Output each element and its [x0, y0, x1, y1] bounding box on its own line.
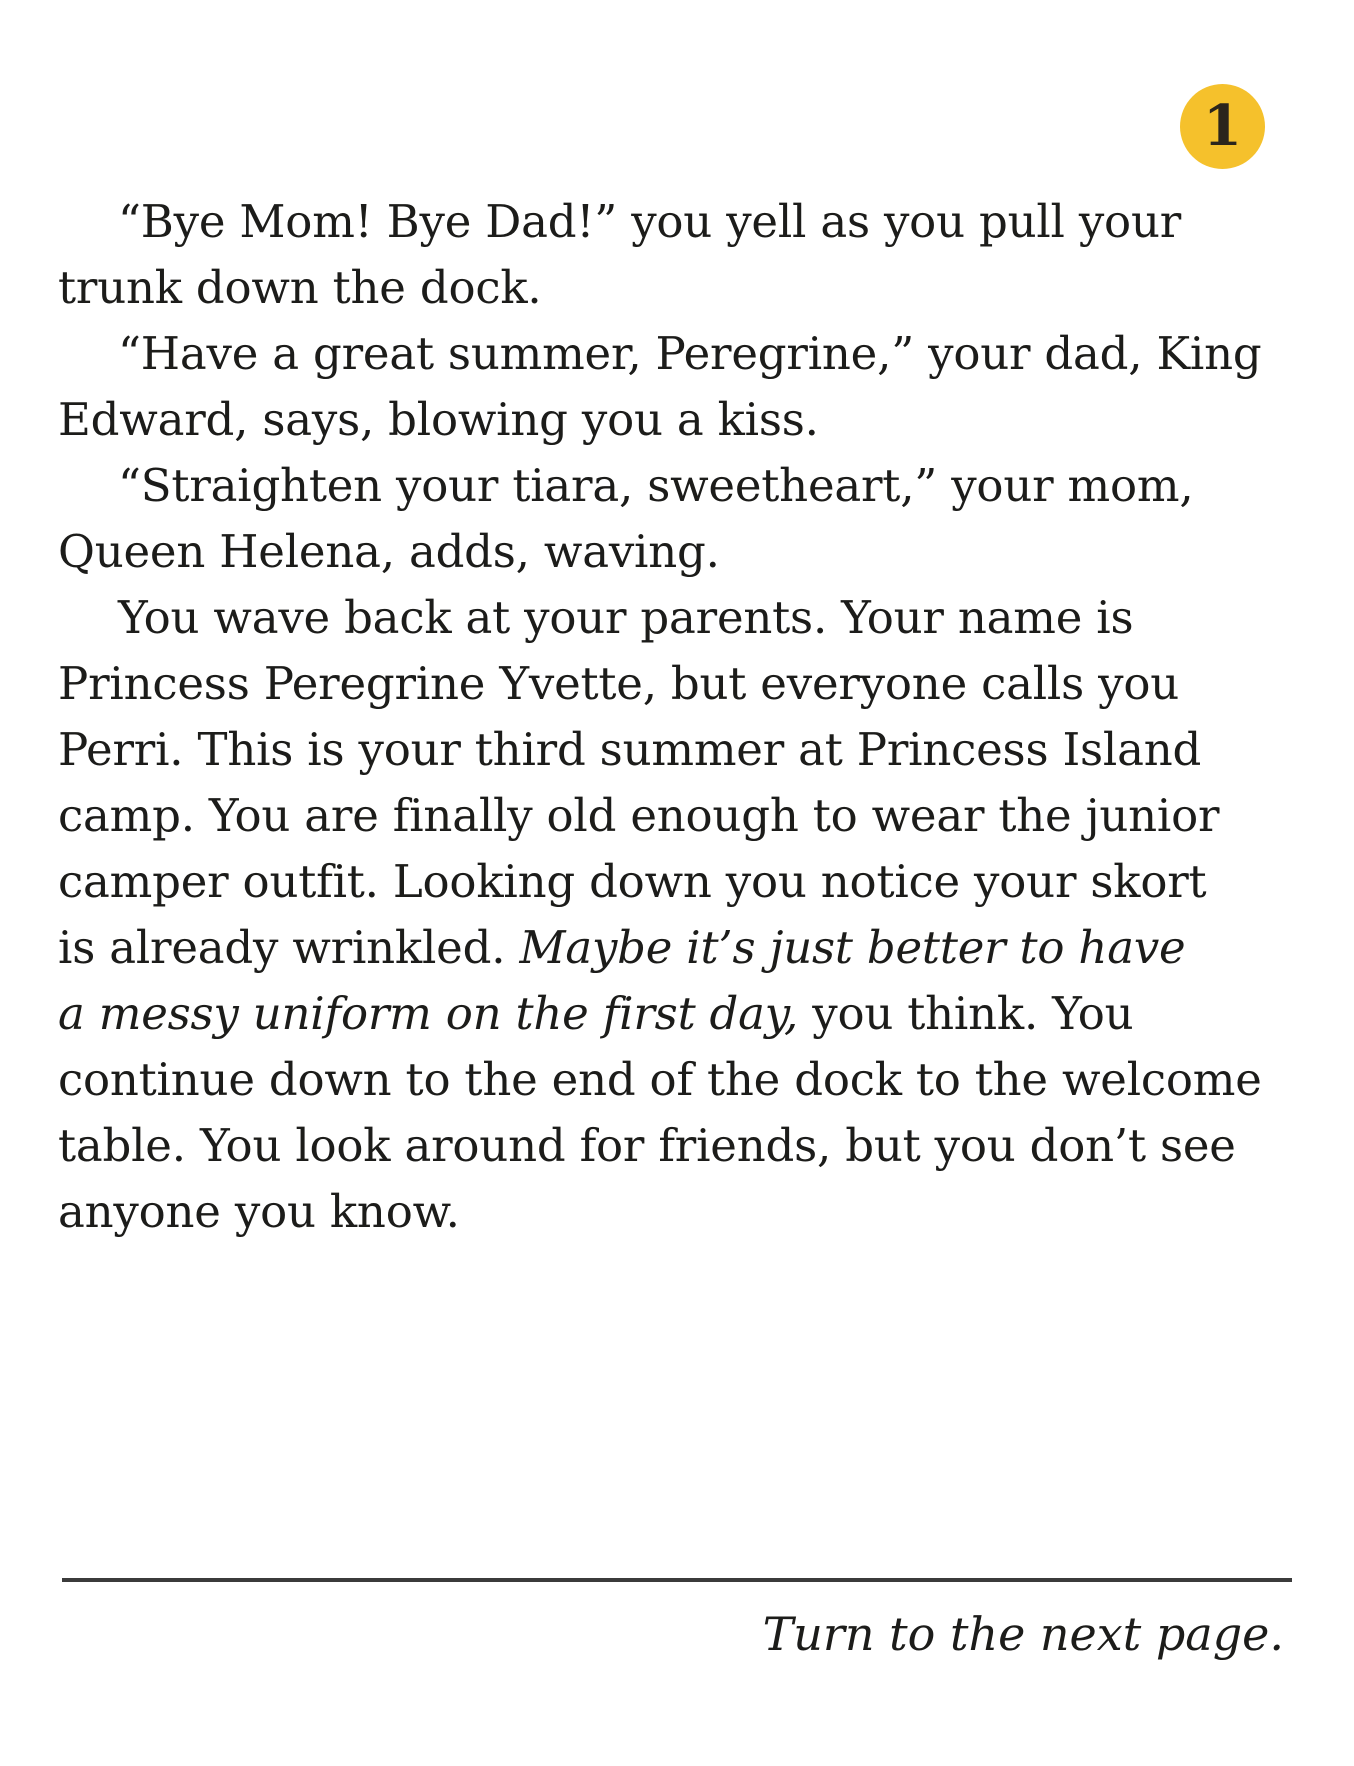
text-line: table. You look around for friends, but you don’t see [58, 1119, 1236, 1172]
text-line: “Straighten your tiara, sweetheart,” your mom, [118, 459, 1194, 512]
text-line: anyone you know. [58, 1185, 460, 1238]
paragraph [58, 321, 1308, 453]
paragraph [58, 189, 1308, 321]
text-line: Queen Helena, adds, waving. [58, 525, 720, 578]
paragraph [58, 453, 1308, 585]
page-number: 1 [1203, 92, 1242, 159]
page-number-badge [1180, 84, 1265, 169]
story-text [58, 189, 1308, 1245]
text-line: “Bye Mom! Bye Dad!” you yell as you pull your [118, 195, 1182, 248]
text-line: Princess Peregrine Yvette, but everyone calls you [58, 657, 1180, 710]
turn-page-instruction: Turn to the next page. [762, 1607, 1284, 1661]
text-line: Edward, says, blowing you a kiss. [58, 393, 819, 446]
paragraph [58, 585, 1308, 1245]
footer-divider [62, 1578, 1292, 1582]
text-line: a messy uniform on the first day, you think. You [58, 987, 1134, 1040]
text-line: camp. You are finally old enough to wear the junior [58, 789, 1220, 842]
text-line: continue down to the end of the dock to the welcome [58, 1053, 1262, 1106]
text-line: camper outfit. Looking down you notice your skort [58, 855, 1207, 908]
text-line: “Have a great summer, Peregrine,” your dad, King [118, 327, 1262, 380]
text-line: is already wrinkled. Maybe it’s just better to have [58, 921, 1186, 974]
text-line: You wave back at your parents. Your name is [118, 591, 1134, 644]
text-line: trunk down the dock. [58, 261, 542, 314]
text-line: Perri. This is your third summer at Princess Island [58, 723, 1202, 776]
